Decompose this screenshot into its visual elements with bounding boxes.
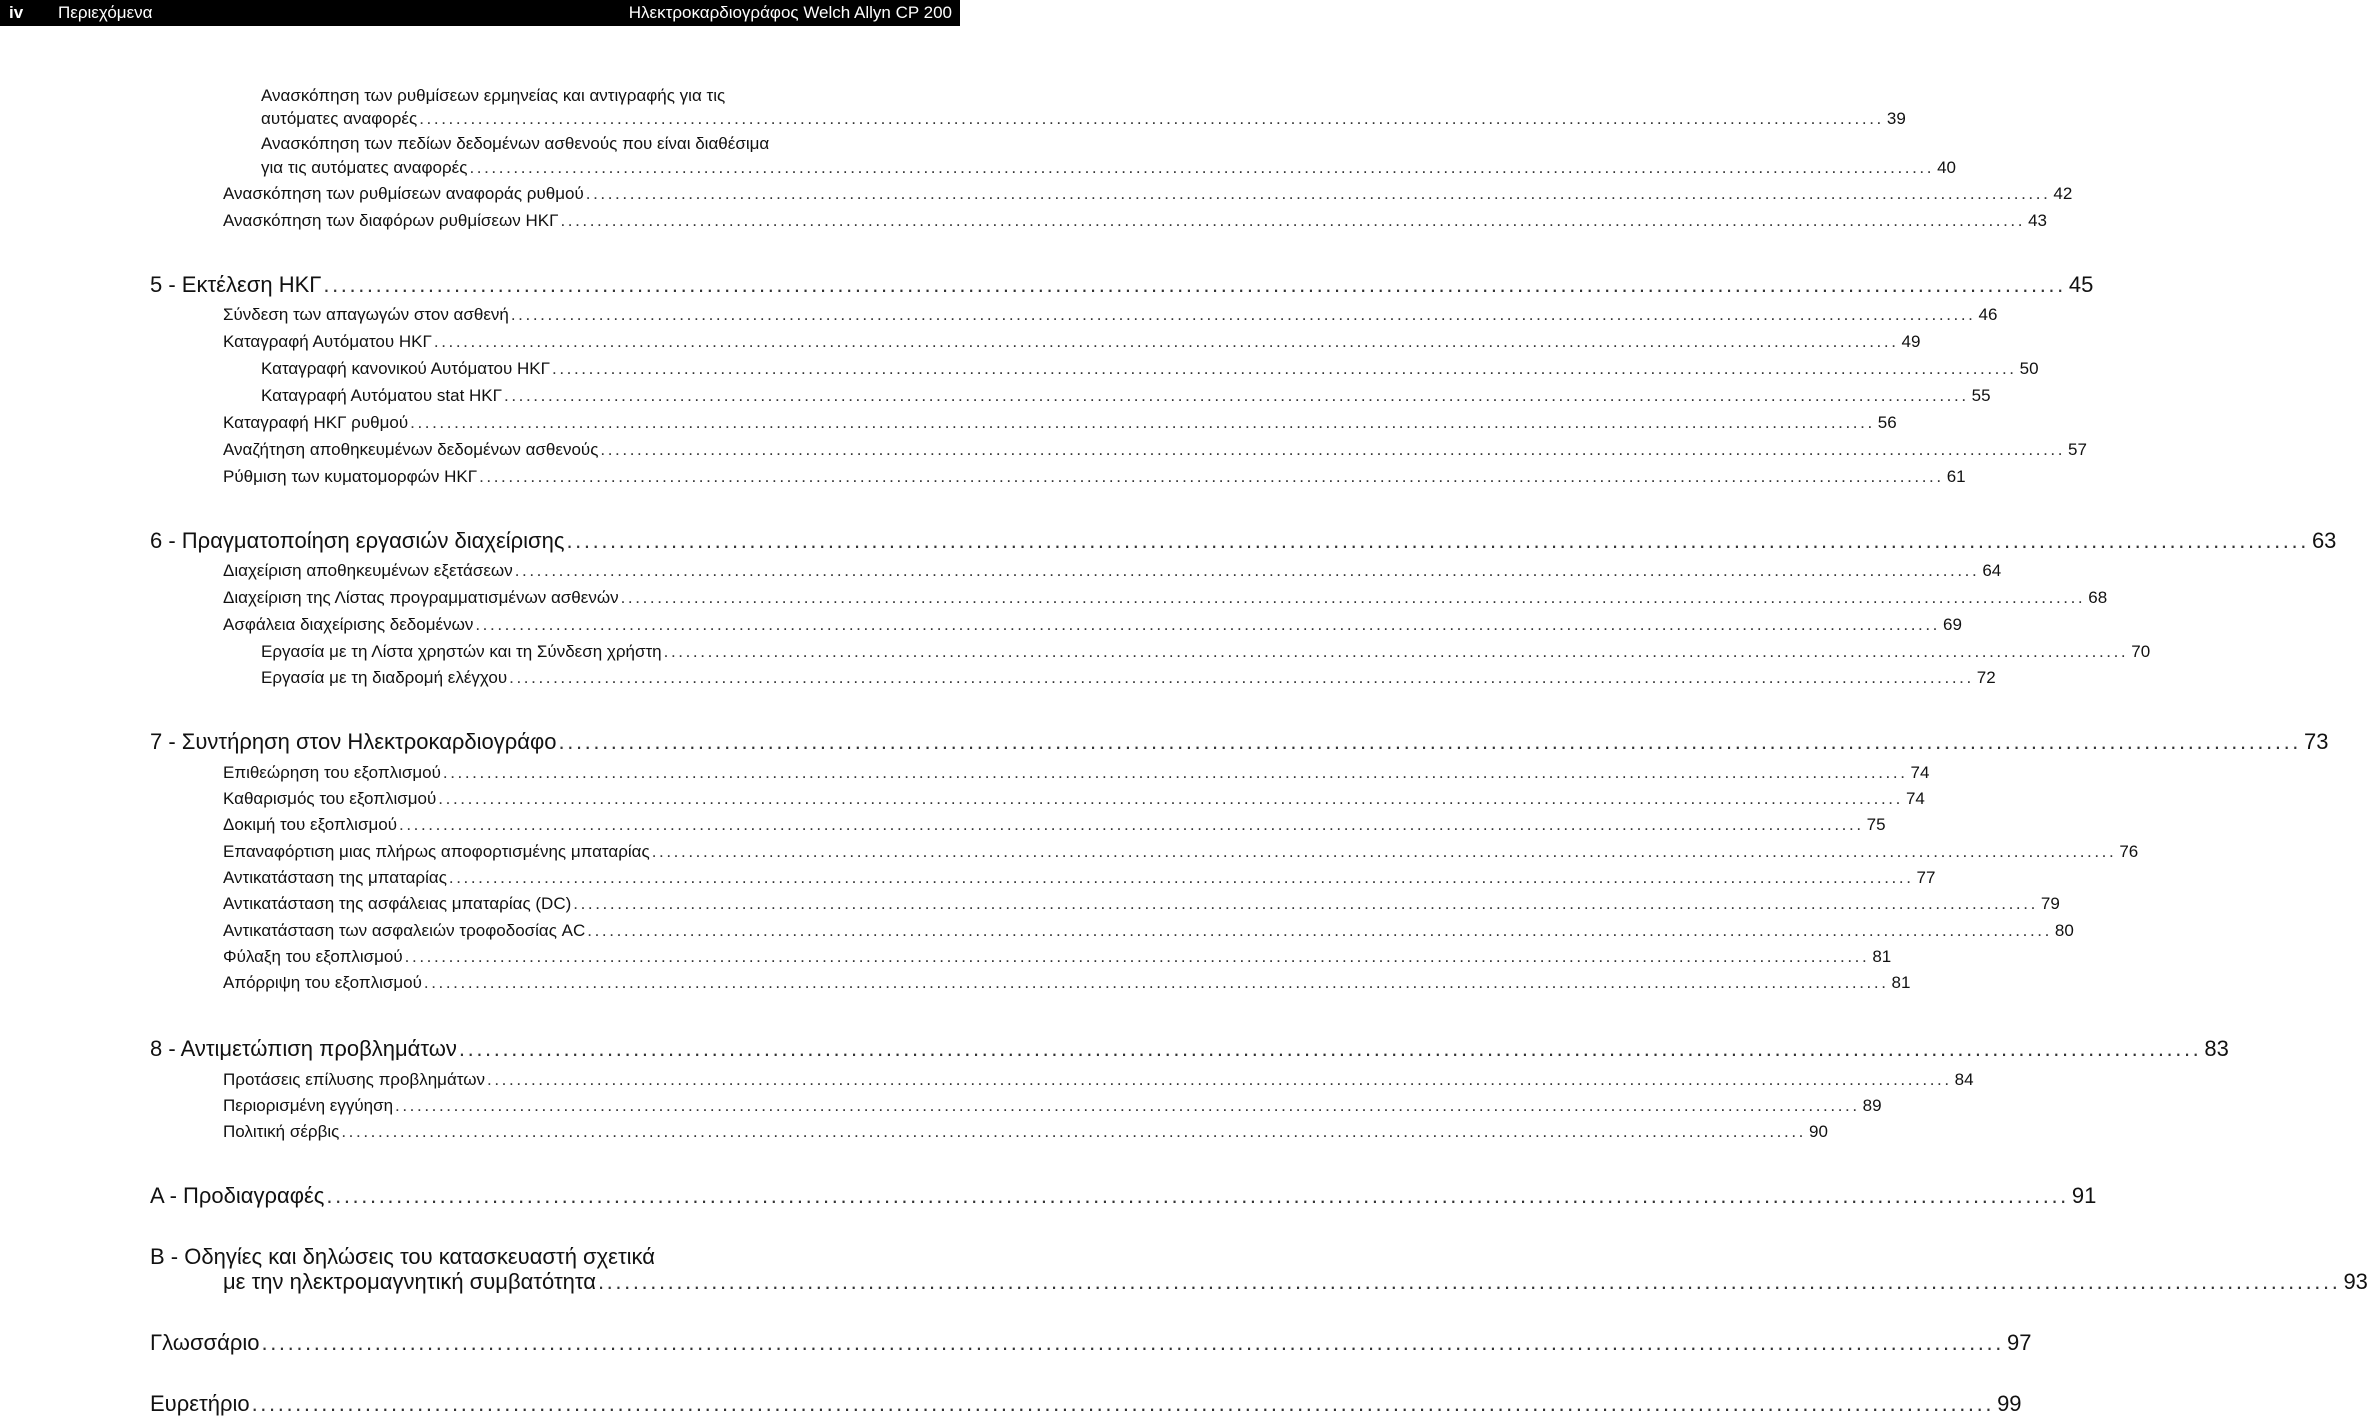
toc-entry[interactable] xyxy=(223,789,1925,809)
leader-dots: ........................................................................................................................................................................................................ xyxy=(419,109,1884,128)
toc-entry[interactable] xyxy=(223,868,1936,888)
toc-entry[interactable] xyxy=(223,615,1962,635)
toc-chapter-title: 8 - Αντιμετώπιση προβλημάτων xyxy=(150,1036,457,1061)
leader-dots: ........................................................................................................................................................................................................ xyxy=(510,305,1976,324)
leader-dots: ........................................................................................................................................................................................................ xyxy=(573,894,2038,913)
toc-entry-page: 55 xyxy=(1971,386,1991,405)
leader-dots: ........................................................................................................................................................................................................ xyxy=(323,272,2066,297)
toc-entry[interactable] xyxy=(223,305,1998,325)
toc-chapter-page: 91 xyxy=(2071,1183,2097,1208)
leader-dots: ........................................................................................................................................................................................................ xyxy=(509,668,1974,687)
toc-entry[interactable] xyxy=(223,815,1886,835)
toc-entry-page: 81 xyxy=(1891,973,1911,992)
toc-entry-title: Καταγραφή ΗΚΓ ρυθμού xyxy=(223,413,409,432)
leader-dots: ........................................................................................................................................................................................................ xyxy=(326,1183,2069,1208)
leader-dots: ........................................................................................................................................................................................................ xyxy=(566,528,2309,553)
leader-dots: ........................................................................................................................................................................................................ xyxy=(663,642,2129,661)
toc-entry-title: Αντικατάσταση της μπαταρίας xyxy=(223,868,447,887)
toc-chapter[interactable] xyxy=(150,1391,2022,1417)
leader-dots: ........................................................................................................................................................................................................ xyxy=(433,332,1899,351)
leader-dots: ........................................................................................................................................................................................................ xyxy=(251,1391,1995,1416)
toc-entry-title: Περιορισμένη εγγύηση xyxy=(223,1096,394,1115)
toc-entry-page: 89 xyxy=(1862,1096,1882,1115)
toc-entry[interactable] xyxy=(261,109,1906,129)
toc-entry-text: Ανασκόπηση των ρυθμίσεων ερμηνείας και αντιγραφής για τις xyxy=(261,86,726,105)
leader-dots: ........................................................................................................................................................................................................ xyxy=(395,1096,1860,1115)
toc-entry[interactable] xyxy=(223,763,1930,783)
leader-dots: ........................................................................................................................................................................................................ xyxy=(469,158,1935,177)
toc-entry[interactable] xyxy=(223,1096,1882,1116)
toc-entry-title: Καθαρισμός του εξοπλισμού xyxy=(223,789,437,808)
leader-dots: ........................................................................................................................................................................................................ xyxy=(479,467,1944,486)
toc-chapter-page: 63 xyxy=(2311,528,2337,553)
toc-entry-page: 40 xyxy=(1937,158,1957,177)
toc-entry[interactable] xyxy=(223,947,1892,967)
leader-dots: ........................................................................................................................................................................................................ xyxy=(448,868,1914,887)
toc-entry-page: 57 xyxy=(2068,440,2087,459)
toc-entry-title: Επαναφόρτιση μιας πλήρως αποφορτισμένης μπαταρίας xyxy=(223,842,650,861)
toc-chapter-title: Ευρετήριο xyxy=(150,1391,250,1416)
toc-entry-title: Δοκιμή του εξοπλισμού xyxy=(223,815,398,834)
leader-dots: ........................................................................................................................................................................................................ xyxy=(597,1269,2341,1294)
leader-dots: ........................................................................................................................................................................................................ xyxy=(458,1036,2202,1061)
toc-entry[interactable] xyxy=(261,642,2151,662)
toc-chapter[interactable] xyxy=(223,1269,2368,1295)
header-section: Περιεχόμενα xyxy=(58,3,153,22)
toc-entry-title: Πολιτική σέρβις xyxy=(223,1122,340,1141)
toc-entry-title: Διαχείριση της Λίστας προγραμματισμένων ασθενών xyxy=(223,588,619,607)
toc-entry[interactable] xyxy=(261,158,1957,178)
leader-dots: ........................................................................................................................................................................................................ xyxy=(410,413,1875,432)
leader-dots: ........................................................................................................................................................................................................ xyxy=(442,763,1908,782)
toc-chapter-title: 7 - Συντήρηση στον Ηλεκτροκαρδιογράφο xyxy=(150,729,557,754)
toc-entry-page: 84 xyxy=(1954,1070,1974,1089)
toc-chapter[interactable] xyxy=(150,1330,2032,1356)
toc-chapter-title: Γλωσσάριο xyxy=(150,1330,260,1355)
toc-entry-title: Ρύθμιση των κυματομορφών ΗΚΓ xyxy=(223,467,478,486)
toc-chapter[interactable] xyxy=(150,272,2094,298)
toc-entry[interactable] xyxy=(261,359,2039,379)
toc-entry-title: Αντικατάσταση της ασφάλειας μπαταρίας (DC) xyxy=(223,894,572,913)
toc-entry-page: 50 xyxy=(2019,359,2039,378)
leader-dots: ........................................................................................................................................................................................................ xyxy=(585,184,2051,203)
toc-entry-page: 75 xyxy=(1866,815,1886,834)
toc-entry[interactable] xyxy=(223,440,2087,460)
leader-dots: ........................................................................................................................................................................................................ xyxy=(475,615,1940,634)
toc-entry[interactable] xyxy=(261,386,1991,406)
toc-entry-title: Καταγραφή Αυτόματου stat ΗΚΓ xyxy=(261,386,503,405)
toc-chapter[interactable] xyxy=(150,729,2329,755)
toc-entry-page: 79 xyxy=(2040,894,2060,913)
toc-chapter[interactable] xyxy=(150,528,2337,554)
toc-entry-title: για τις αυτόματες αναφορές xyxy=(261,158,468,177)
toc-entry-page: 72 xyxy=(1976,668,1996,687)
leader-dots: ........................................................................................................................................................................................................ xyxy=(651,842,2117,861)
toc-entry-page: 49 xyxy=(1901,332,1921,351)
leader-dots: ........................................................................................................................................................................................................ xyxy=(261,1330,2004,1355)
toc-entry-title: Διαχείριση αποθηκευμένων εξετάσεων xyxy=(223,561,513,580)
toc-entry-title: Φύλαξη του εξοπλισμού xyxy=(223,947,403,966)
toc-entry[interactable] xyxy=(223,561,2002,581)
toc-entry[interactable] xyxy=(223,467,1966,487)
leader-dots: ........................................................................................................................................................................................................ xyxy=(620,588,2086,607)
header-title: Ηλεκτροκαρδιογράφος Welch Allyn CP 200 xyxy=(628,3,952,22)
toc-entry-page: 64 xyxy=(1982,561,2002,580)
toc-entry[interactable] xyxy=(223,842,2139,862)
toc-entry[interactable] xyxy=(223,894,2060,914)
toc-entry-page: 90 xyxy=(1808,1122,1828,1141)
toc-entry-page: 69 xyxy=(1943,615,1962,634)
toc-entry-page: 42 xyxy=(2053,184,2073,203)
toc-entry[interactable] xyxy=(223,413,1897,433)
toc-entry-title: Αντικατάσταση των ασφαλειών τροφοδοσίας AC xyxy=(223,921,586,940)
toc-chapter-page: 97 xyxy=(2006,1330,2032,1355)
toc-chapter-page: 99 xyxy=(1997,1391,2022,1416)
toc-chapter[interactable] xyxy=(150,1183,2097,1209)
toc-entry[interactable] xyxy=(223,588,2108,608)
toc-entry[interactable] xyxy=(223,973,1911,993)
toc-entry[interactable] xyxy=(223,1070,1974,1090)
toc-entry-title: Επιθεώρηση του εξοπλισμού xyxy=(223,763,441,782)
toc-chapter-title: 5 - Εκτέλεση ΗΚΓ xyxy=(150,272,322,297)
toc-entry-title: Ασφάλεια διαχείρισης δεδομένων xyxy=(223,615,474,634)
header-page-number: iv xyxy=(9,3,24,22)
toc-entry-title: Ανασκόπηση των διαφόρων ρυθμίσεων ΗΚΓ xyxy=(223,211,559,230)
toc-entry-page: 77 xyxy=(1916,868,1936,887)
leader-dots: ........................................................................................................................................................................................................ xyxy=(423,973,1889,992)
toc-chapter-title: A - Προδιαγραφές xyxy=(150,1183,325,1208)
toc-entry-title: Εργασία με τη Λίστα χρηστών και τη Σύνδεση χρήστη xyxy=(261,642,662,661)
toc-entry-page: 61 xyxy=(1946,467,1966,486)
toc-entry-title: Σύνδεση των απαγωγών στον ασθενή xyxy=(223,305,509,324)
leader-dots: ........................................................................................................................................................................................................ xyxy=(487,1070,1952,1089)
toc-entry-title: αυτόματες αναφορές xyxy=(261,109,418,128)
leader-dots: ........................................................................................................................................................................................................ xyxy=(404,947,1870,966)
toc-entry-title: Προτάσεις επίλυσης προβλημάτων xyxy=(223,1070,486,1089)
toc-entry[interactable] xyxy=(223,332,1921,352)
leader-dots: ........................................................................................................................................................................................................ xyxy=(552,359,2017,378)
toc-entry-title: Αναζήτηση αποθηκευμένων δεδομένων ασθενούς xyxy=(223,440,599,459)
toc-entry-page: 80 xyxy=(2054,921,2074,940)
page-header xyxy=(0,0,960,26)
leader-dots: ........................................................................................................................................................................................................ xyxy=(558,729,2301,754)
leader-dots: ........................................................................................................................................................................................................ xyxy=(399,815,1864,834)
leader-dots: ........................................................................................................................................................................................................ xyxy=(341,1122,1806,1141)
leader-dots: ........................................................................................................................................................................................................ xyxy=(504,386,1969,405)
toc-entry[interactable] xyxy=(261,668,1996,688)
toc-entry-page: 43 xyxy=(2028,211,2047,230)
toc-chapter-page: 93 xyxy=(2343,1269,2368,1294)
toc-entry-text: Ανασκόπηση των πεδίων δεδομένων ασθενούς που είναι διαθέσιμα xyxy=(261,134,770,153)
leader-dots: ........................................................................................................................................................................................................ xyxy=(600,440,2066,459)
leader-dots: ........................................................................................................................................................................................................ xyxy=(560,211,2026,230)
toc-entry-title: Απόρριψη του εξοπλισμού xyxy=(223,973,422,992)
toc-entry[interactable] xyxy=(223,211,2047,231)
toc-entry-page: 81 xyxy=(1872,947,1892,966)
toc-entry[interactable] xyxy=(223,1122,1828,1142)
toc-chapter-title: 6 - Πραγματοποίηση εργασιών διαχείρισης xyxy=(150,528,565,553)
toc-entry-title: Καταγραφή Αυτόματου ΗΚΓ xyxy=(223,332,432,351)
toc-entry-title: Ανασκόπηση των ρυθμίσεων αναφοράς ρυθμού xyxy=(223,184,584,203)
leader-dots: ........................................................................................................................................................................................................ xyxy=(514,561,1980,580)
toc-entry-page: 74 xyxy=(1905,789,1925,808)
toc-chapter[interactable] xyxy=(150,1036,2229,1062)
toc-chapter-page: 83 xyxy=(2204,1036,2229,1061)
toc-entry[interactable] xyxy=(223,184,2073,204)
toc-entry-page: 68 xyxy=(2088,588,2108,607)
toc-entry-page: 74 xyxy=(1910,763,1930,782)
leader-dots: ........................................................................................................................................................................................................ xyxy=(587,921,2052,940)
toc-entry-page: 56 xyxy=(1877,413,1897,432)
toc-chapter-page: 45 xyxy=(2068,272,2094,297)
toc-entry-page: 70 xyxy=(2131,642,2151,661)
toc-entry-title: Εργασία με τη διαδρομή ελέγχου xyxy=(261,668,508,687)
toc-entry-title: Καταγραφή κανονικού Αυτόματου ΗΚΓ xyxy=(261,359,550,378)
toc-entry-page: 46 xyxy=(1978,305,1998,324)
toc-entry[interactable] xyxy=(223,921,2074,941)
toc-entry-page: 76 xyxy=(2119,842,2139,861)
toc-chapter-page: 73 xyxy=(2304,729,2329,754)
toc-entry-page: 39 xyxy=(1886,109,1906,128)
leader-dots: ........................................................................................................................................................................................................ xyxy=(438,789,1903,808)
toc-chapter-title: με την ηλεκτρομαγνητική συμβατότητα xyxy=(223,1269,596,1294)
toc-chapter-text: B - Οδηγίες και δηλώσεις του κατασκευαστή σχετικά xyxy=(150,1244,656,1269)
